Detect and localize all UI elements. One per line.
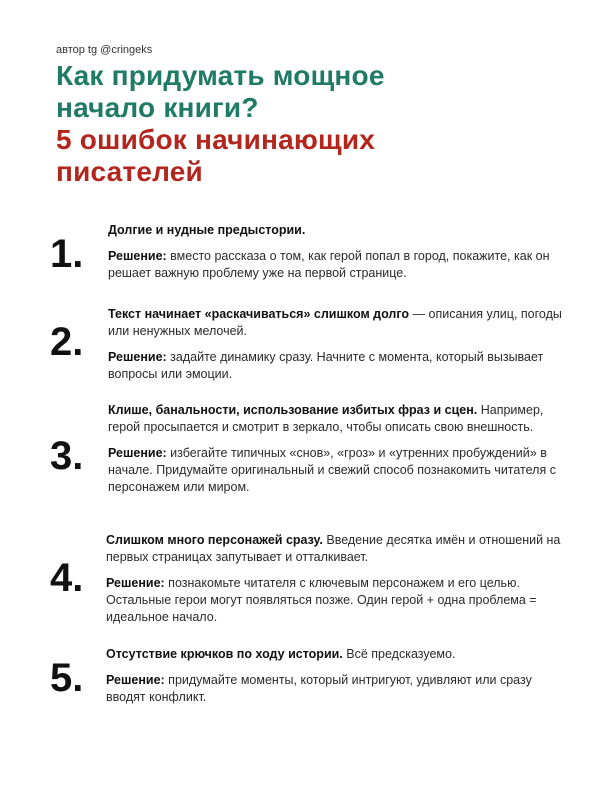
- item-solution-label: Решение:: [106, 576, 165, 590]
- item-problem-bold: Слишком много персонажей сразу.: [106, 533, 323, 547]
- item-problem: [108, 306, 568, 340]
- item-number: 2.: [50, 320, 84, 364]
- item-problem: [106, 532, 566, 566]
- item-solution: [106, 575, 566, 626]
- item-solution-text: познакомьте читателя с ключевым персонажем и его целью. Остальные герои могут появляться позже. Один герой + одна проблема = идеальное начало.: [106, 576, 537, 624]
- item-solution: [108, 248, 568, 282]
- item-number: 5.: [50, 656, 84, 700]
- item-problem-bold: Отсутствие крючков по ходу истории.: [106, 647, 343, 661]
- item-solution-label: Решение:: [108, 350, 167, 364]
- item-problem: [108, 402, 568, 436]
- item-text: [106, 532, 566, 626]
- title-line-3: 5 ошибок начинающих: [56, 124, 376, 155]
- item-solution-text: избегайте типичных «снов», «гроз» и «утренних пробуждений» в начале. Придумайте оригинальный и свежий способ познакомить читателя с персонажем или миром.: [108, 446, 556, 494]
- item-problem-bold: Клише, банальности, использование избитых фраз и сцен.: [108, 403, 478, 417]
- item-solution-label: Решение:: [108, 446, 167, 460]
- item-text: [108, 306, 568, 383]
- item-solution-text: задайте динамику сразу. Начните с момента, который вызывает вопросы или эмоции.: [108, 350, 544, 381]
- item-solution: [108, 445, 568, 496]
- item-problem: [108, 222, 568, 239]
- item-problem-rest: — описания улиц, погоды или ненужных мелочей.: [108, 307, 562, 338]
- item-solution-label: Решение:: [108, 249, 167, 263]
- item-problem-rest: Введение десятка имён и отношений на первых страницах запутывает и отталкивает.: [106, 533, 561, 564]
- item-solution-text: придумайте моменты, который интригуют, удивляют или сразу вводят конфликт.: [106, 673, 532, 704]
- item-solution: [106, 672, 566, 706]
- item-problem-rest: Всё предсказуемо.: [342, 647, 456, 661]
- item-problem-bold: Текст начинает «раскачиваться» слишком долго: [108, 307, 410, 321]
- author-credit: автор tg @cringeks: [56, 44, 153, 56]
- title-line-4: писателей: [56, 156, 203, 187]
- item-solution-label: Решение:: [106, 673, 165, 687]
- title-line-1: Как придумать мощное: [56, 60, 385, 91]
- title-line-2: начало книги?: [56, 92, 259, 123]
- item-solution-text: вместо рассказа о том, как герой попал в город, покажите, как он решает важную проблему уже на первой странице.: [108, 249, 550, 280]
- item-number: 4.: [50, 556, 84, 600]
- page-title: [56, 60, 556, 188]
- item-text: [108, 402, 568, 496]
- item-text: [106, 646, 566, 706]
- item-problem-rest: Например, герой просыпается и смотрит в зеркало, чтобы описать свою внешность.: [108, 403, 544, 434]
- item-solution: [108, 349, 568, 383]
- item-number: 3.: [50, 434, 84, 478]
- item-problem: [106, 646, 566, 663]
- item-problem-bold: Долгие и нудные предыстории.: [108, 223, 306, 237]
- item-number: 1.: [50, 232, 84, 276]
- item-text: [108, 222, 568, 282]
